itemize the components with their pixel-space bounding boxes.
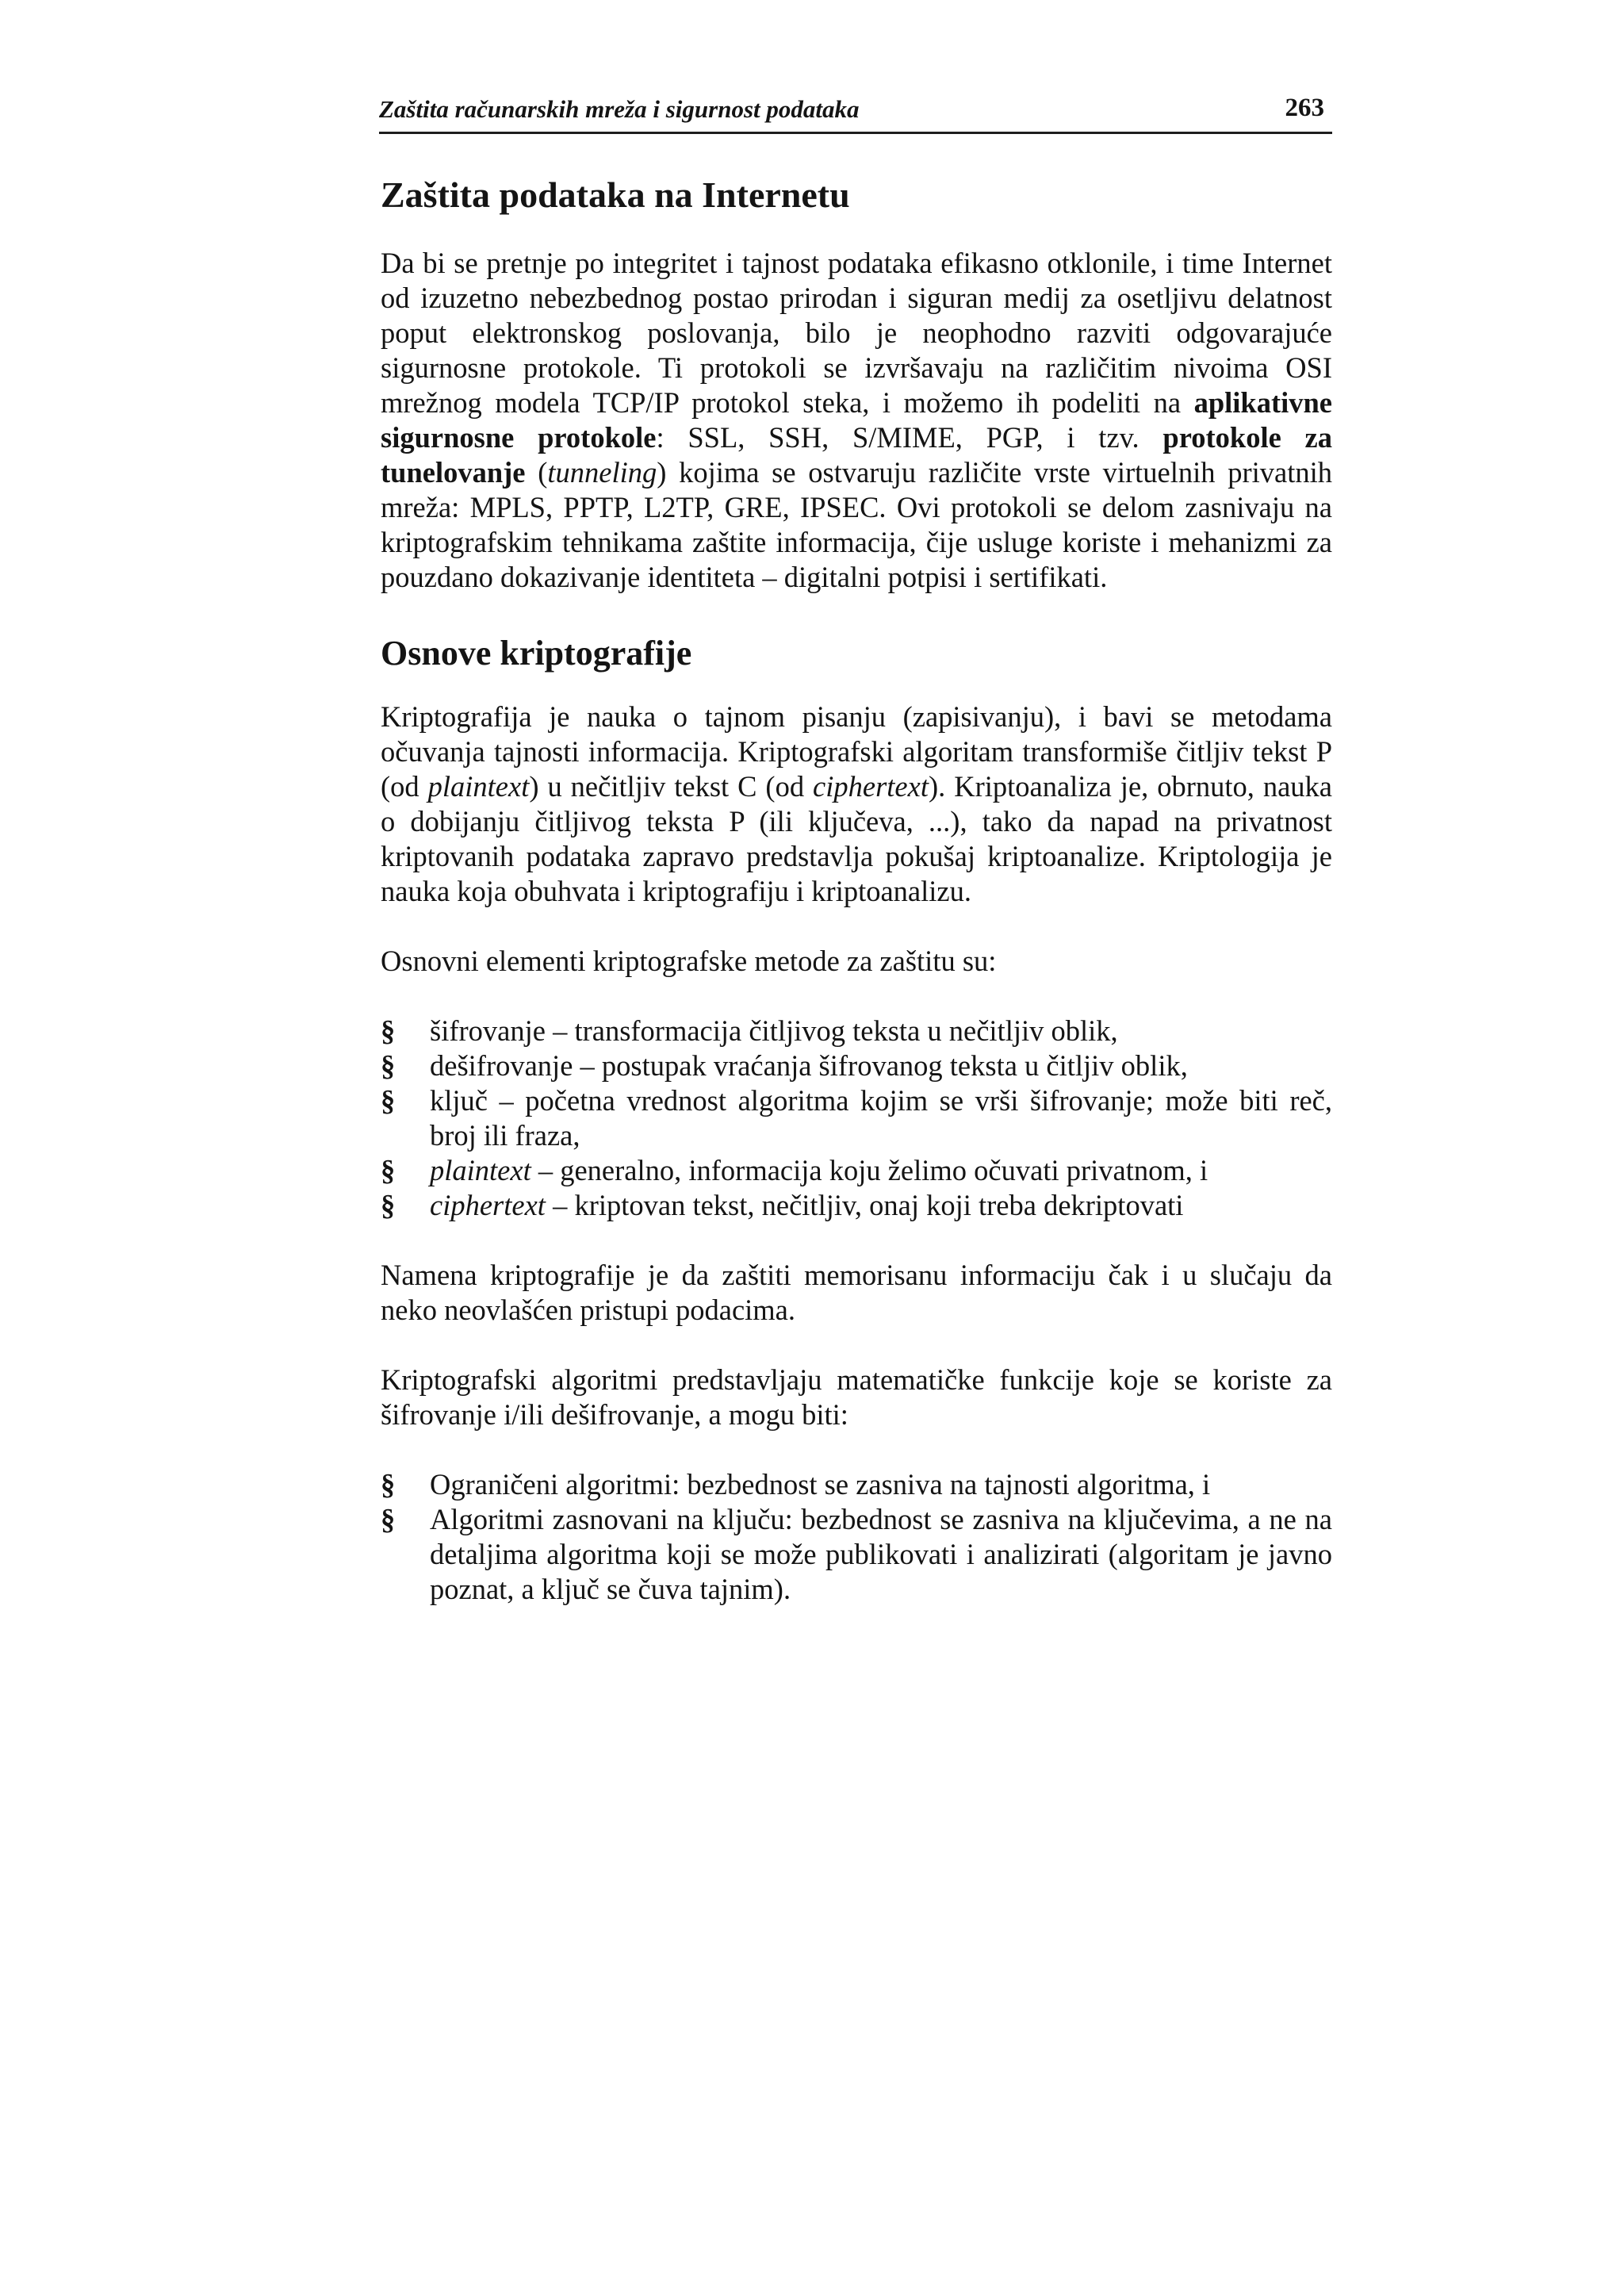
paragraph-basic-elements: Osnovni elementi kriptografske metode za zaštitu su: xyxy=(381,945,997,977)
paragraph-cryptography-purpose: Namena kriptografije je da zaštiti memorisanu informaciju čak i u slučaju da neko neovlašćen pristupi podacima. xyxy=(381,1259,1332,1326)
list-item: § ključ – početna vrednost algoritma kojim se vrši šifrovanje; može biti reč, broj ili fraza, xyxy=(381,1084,1332,1152)
paragraph-cryptography-intro: Kriptografija je nauka o tajnom pisanju (zapisivanju), i bavi se metodama očuvanja tajnosti informacija. Kriptografski algoritam transformiše čitljiv tekst P (od plaintext) u nečitljiv tekst C (od ciphertext). Kriptoanaliza je, obrnuto, nauka o dobijanju čitljivog teksta P (ili ključeva, ...), tako da napad na privatnost kriptovanih podataka zapravo predstavlja pokušaj kriptoanalize. Kriptologija je nauka koja obuhvata i kriptografiju i kriptoanalizu. xyxy=(381,700,1333,907)
running-header xyxy=(379,92,1332,134)
list-crypto-elements xyxy=(381,1014,1332,1223)
section-sign-bullet: § xyxy=(381,1084,396,1117)
section-sign-bullet: § xyxy=(381,1154,396,1186)
list-item: § plaintext – generalno, informacija koju želimo očuvati privatnom, i xyxy=(381,1154,1208,1186)
header-title: Zaštita računarskih mreža i sigurnost podataka xyxy=(379,95,860,123)
section-sign-bullet: § xyxy=(381,1503,396,1535)
list-item: § Ograničeni algoritmi: bezbednost se zasniva na tajnosti algoritma, i xyxy=(381,1468,1211,1501)
paragraph-internet-protection: Da bi se pretnje po integritet i tajnost podataka efikasno otklonile, i time Internet od izuzetno nebezbednog postao prirodan i siguran medij za osetljivu delatnost poput elektronskog poslovanja, bilo je neophodno razviti odgovarajuće sigurnosne protokole. Ti protokoli se izvršavaju na različitim nivoima OSI mrežnog modela TCP/IP protokol steka, i možemo ih podeliti na aplikativne sigurnosne protokole: SSL, SSH, S/MIME, PGP, i tzv. protokole za tunelovanje (tunneling) kojima se ostvaruju različite vrste virtuelnih privatnih mreža: MPLS, PPTP, L2TP, GRE, IPSEC. Ovi protokoli se delom zasnivaju na kriptografskim tehnikama zaštite informacija, čije usluge koriste i mehanizmi za pouzdano dokazivanje identiteta – digitalni potpisi i sertifikati. xyxy=(381,247,1333,593)
section-sign-bullet: § xyxy=(381,1049,396,1082)
list-item: § šifrovanje – transformacija čitljivog teksta u nečitljiv oblik, xyxy=(381,1014,1118,1047)
section-sign-bullet: § xyxy=(381,1468,396,1501)
page-content xyxy=(381,171,1332,1607)
section-sign-bullet: § xyxy=(381,1189,396,1221)
section-heading-cryptography: Osnove kriptografije xyxy=(381,634,692,673)
list-algorithm-types xyxy=(381,1467,1332,1607)
list-item: § Algoritmi zasnovani na ključu: bezbednost se zasniva na ključevima, a ne na detaljima algoritma koji se može publikovati i analizirati (algoritam je javno poznat, a ključ se čuva tajnim). xyxy=(381,1503,1332,1605)
list-item: § ciphertext – kriptovan tekst, nečitljiv, onaj koji treba dekriptovati xyxy=(381,1189,1184,1221)
paragraph-crypto-algorithms: Kriptografski algoritmi predstavljaju matematičke funkcije koje se koriste za šifrovanje i/ili dešifrovanje, a mogu biti: xyxy=(381,1363,1332,1431)
list-item: § dešifrovanje – postupak vraćanja šifrovanog teksta u čitljiv oblik, xyxy=(381,1049,1188,1082)
page-number: 263 xyxy=(1285,94,1324,122)
section-heading-internet: Zaštita podataka na Internetu xyxy=(381,174,850,215)
section-sign-bullet: § xyxy=(381,1014,396,1047)
